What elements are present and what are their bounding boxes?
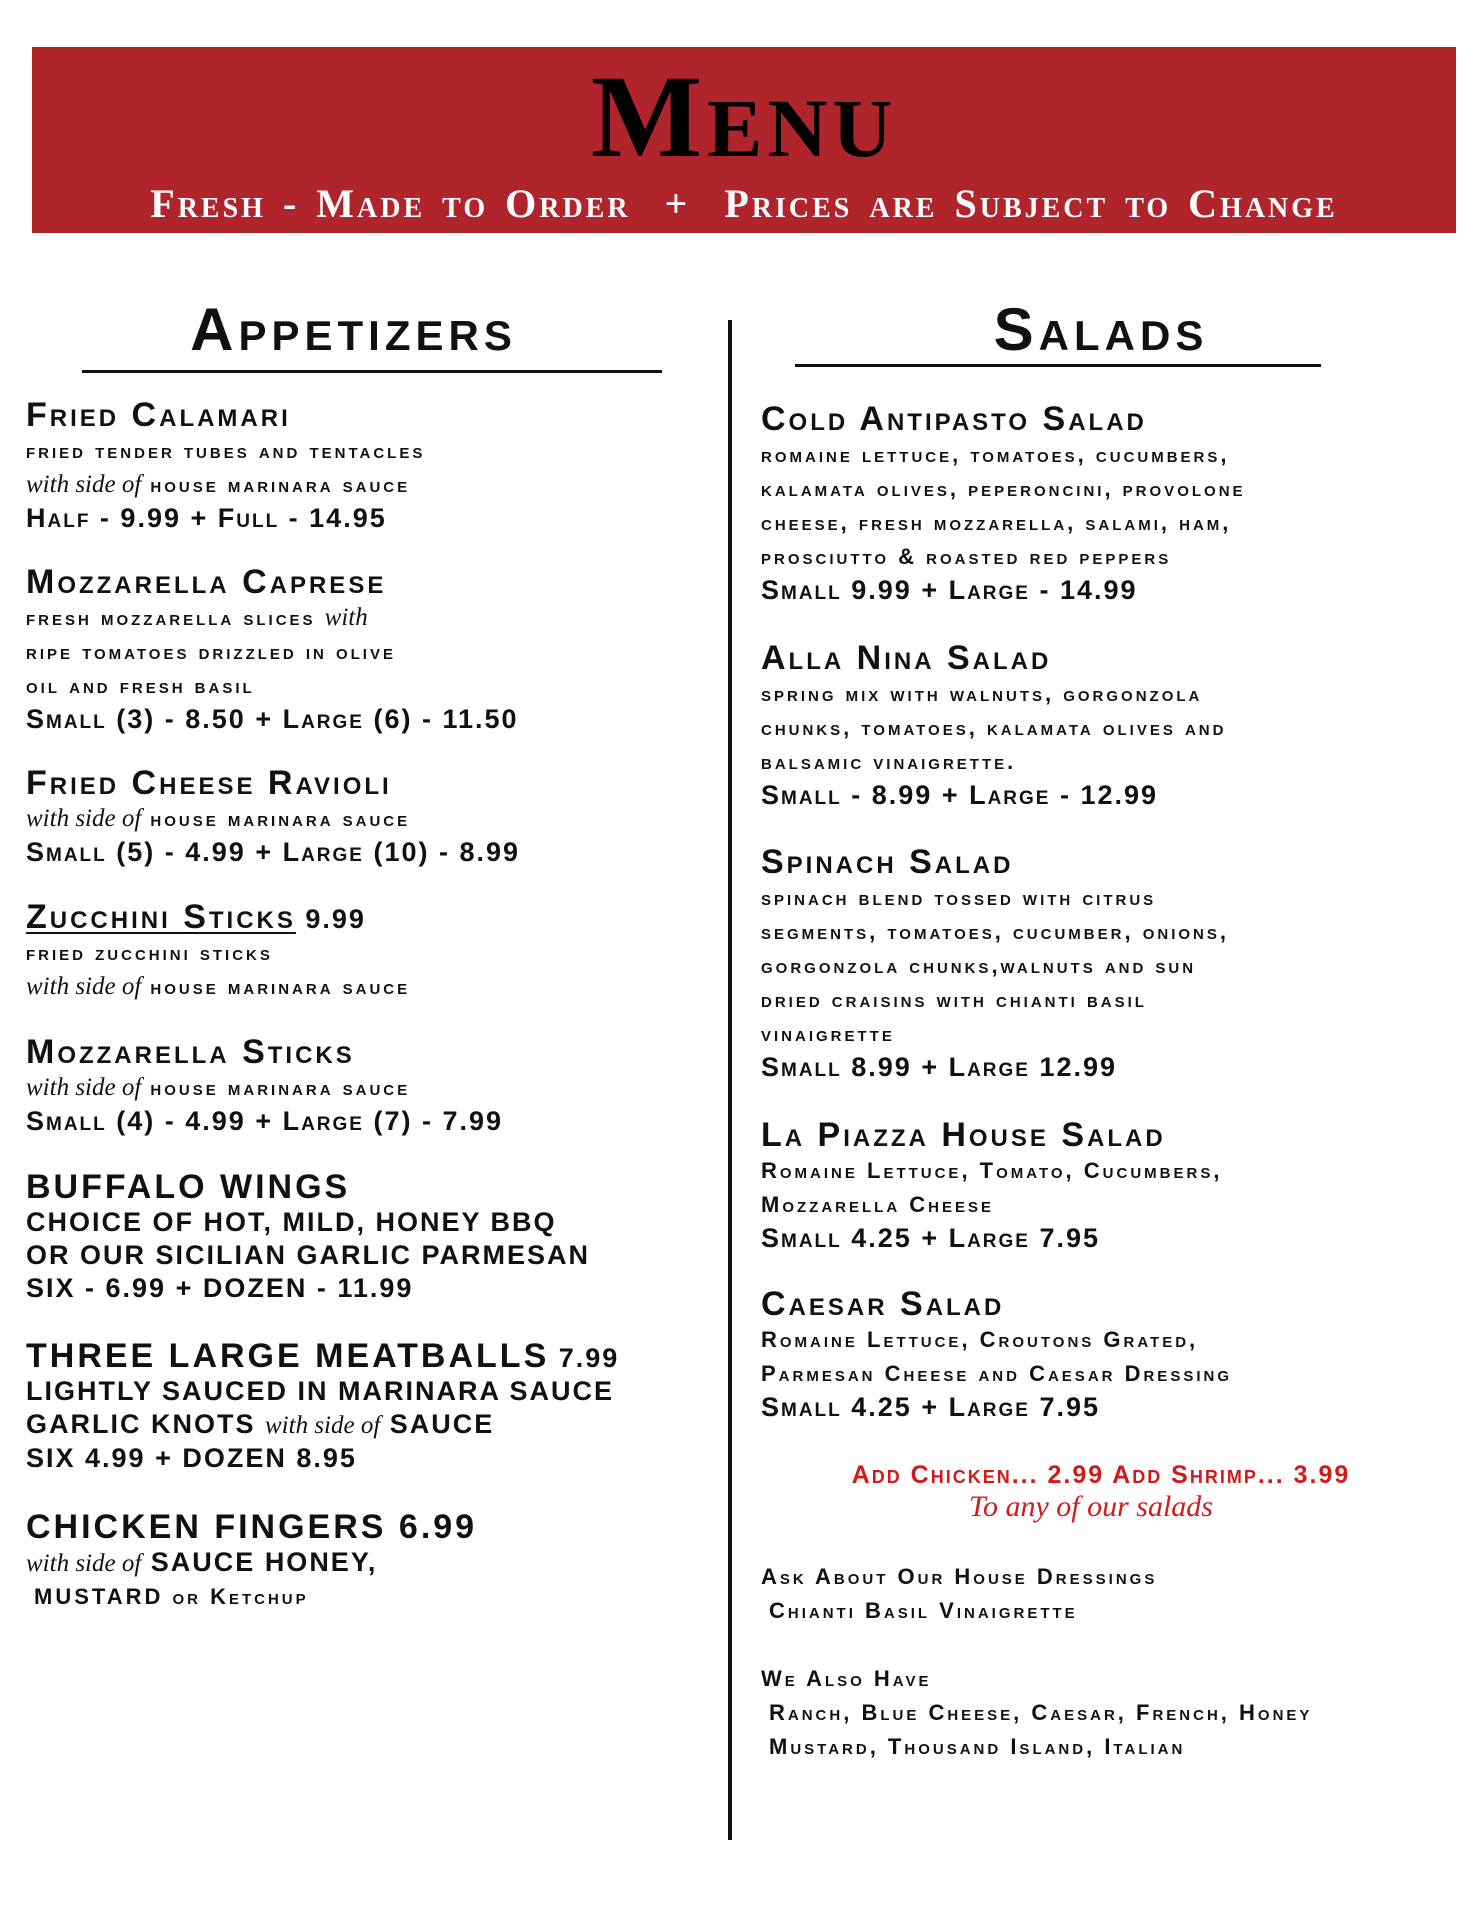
item-description: cheese, fresh mozzarella, salami, ham, <box>761 510 1232 535</box>
item-description: MUSTARD or Ketchup <box>34 1584 309 1609</box>
item-description: vinaigrette <box>761 1021 895 1046</box>
menu-item-zucchini-sticks <box>26 898 410 1004</box>
menu-item-alla-nina-salad <box>761 639 1226 812</box>
menu-item-fried-cheese-ravioli <box>26 764 520 869</box>
script-text: with side of <box>26 973 142 1000</box>
addon-subtext: To any of our salads <box>969 1490 1213 1523</box>
item-name: Fried Calamari <box>26 396 291 434</box>
item-description: with side of SAUCE HONEY, <box>26 1547 378 1577</box>
script-text: with side of <box>26 471 142 498</box>
house-dressing: Chianti Basil Vinaigrette <box>769 1598 1078 1623</box>
item-description: dried craisins with chianti basil <box>761 987 1147 1012</box>
column-divider <box>728 320 732 1840</box>
item-description: GARLIC KNOTS with side of SAUCE <box>26 1409 495 1439</box>
also-heading: We Also Have <box>761 1666 932 1691</box>
menu-title: Menu <box>590 51 898 182</box>
item-name: THREE LARGE MEATBALLS 7.99 <box>26 1337 620 1375</box>
item-price: Half - 9.99 + Full - 14.95 <box>26 503 387 533</box>
item-name: Spinach Salad <box>761 843 1014 881</box>
script-text: with <box>324 604 368 631</box>
item-price: 7.99 <box>549 1343 620 1373</box>
item-description: CHOICE OF HOT, MILD, HONEY BBQ <box>26 1207 557 1237</box>
item-name: BUFFALO WINGS <box>26 1168 351 1206</box>
menu-item-la-piazza-house-salad <box>761 1116 1222 1255</box>
item-price: Small 4.25 + Large 7.95 <box>761 1392 1101 1422</box>
script-text: with side of <box>265 1412 381 1439</box>
header-banner <box>32 47 1456 233</box>
menu-item-caesar-salad <box>761 1285 1232 1424</box>
menu-item-buffalo-wings <box>26 1168 590 1305</box>
appetizers-heading: Appetizers <box>190 296 517 363</box>
menu-item-spinach-salad <box>761 843 1229 1084</box>
menu-item-three-large-meatballs <box>26 1337 619 1475</box>
house-dressings-note <box>761 1560 1157 1628</box>
item-description: gorgonzola chunks,walnuts and sun <box>761 953 1197 978</box>
item-description: spring mix with walnuts, gorgonzola <box>761 681 1203 706</box>
item-description: romaine lettuce, tomatoes, cucumbers, <box>761 442 1230 467</box>
item-name: Mozzarella Sticks <box>26 1033 355 1071</box>
addon-prices: Add Chicken... 2.99 Add Shrimp... 3.99 <box>851 1461 1351 1489</box>
item-price: SIX - 6.99 + DOZEN - 11.99 <box>26 1273 414 1303</box>
item-price: Small 9.99 + Large - 14.99 <box>761 575 1138 605</box>
item-description: Parmesan Cheese and Caesar Dressing <box>761 1361 1232 1386</box>
salads-heading: Salads <box>993 296 1209 363</box>
item-name: CHICKEN FINGERS 6.99 <box>26 1508 478 1546</box>
script-text: with side of <box>26 1550 142 1577</box>
item-description: segments, tomatoes, cucumber, onions, <box>761 919 1229 944</box>
item-description: Mozzarella Cheese <box>761 1192 994 1217</box>
item-description: prosciutto & roasted red peppers <box>761 544 1172 569</box>
item-description: fried tender tubes and tentacles <box>26 438 426 463</box>
item-description: fresh mozzarella slices with <box>26 604 368 631</box>
item-price: Small (3) - 8.50 + Large (6) - 11.50 <box>26 704 519 734</box>
item-price: Small 4.25 + Large 7.95 <box>761 1223 1101 1253</box>
item-price: 6.99 <box>386 1508 478 1546</box>
salads-rule <box>795 364 1321 367</box>
item-name: Fried Cheese Ravioli <box>26 764 392 802</box>
item-description: spinach blend tossed with citrus <box>761 885 1157 910</box>
item-price: Small 8.99 + Large 12.99 <box>761 1052 1118 1082</box>
dressing-list: Ranch, Blue Cheese, Caesar, French, Honey <box>769 1700 1313 1725</box>
item-description: with side of house marinara sauce <box>26 805 411 832</box>
salad-addon-note <box>761 1460 1441 1524</box>
menu-item-cold-antipasto-salad <box>761 400 1246 607</box>
menu-subtitle: Fresh - Made to Order + Prices are Subject to Change <box>150 181 1338 226</box>
item-name: Zucchini Sticks 9.99 <box>26 898 366 936</box>
item-price: Small (4) - 4.99 + Large (7) - 7.99 <box>26 1106 504 1136</box>
item-name: Alla Nina Salad <box>761 639 1052 677</box>
item-description: LIGHTLY SAUCED IN MARINARA SAUCE <box>26 1376 615 1406</box>
item-description: ripe tomatoes drizzled in olive <box>26 639 396 664</box>
item-description: balsamic vinaigrette. <box>761 749 1017 774</box>
item-name: Cold Antipasto Salad <box>761 400 1147 438</box>
item-description: oil and fresh basil <box>26 673 255 698</box>
menu-item-fried-calamari <box>26 396 425 535</box>
menu-item-mozzarella-sticks <box>26 1033 503 1138</box>
item-description: with side of house marinara sauce <box>26 471 411 498</box>
menu-item-chicken-fingers <box>26 1508 477 1614</box>
script-text: with side of <box>26 805 142 832</box>
item-name: La Piazza House Salad <box>761 1116 1166 1154</box>
item-price: Small (5) - 4.99 + Large (10) - 8.99 <box>26 837 521 867</box>
item-price: Small - 8.99 + Large - 12.99 <box>761 780 1159 810</box>
item-description: with side of house marinara sauce <box>26 973 411 1000</box>
appetizers-rule <box>82 370 662 373</box>
script-text: with side of <box>26 1074 142 1101</box>
item-description: fried zucchini sticks <box>26 940 273 965</box>
other-dressings-note <box>761 1662 1312 1764</box>
dressing-list: Mustard, Thousand Island, Italian <box>769 1734 1186 1759</box>
item-name: Mozzarella Caprese <box>26 563 387 601</box>
item-price: 9.99 <box>295 904 366 934</box>
item-description: with side of house marinara sauce <box>26 1074 411 1101</box>
item-price: SIX 4.99 + DOZEN 8.95 <box>26 1443 357 1473</box>
dressings-heading: Ask About Our House Dressings <box>761 1564 1158 1589</box>
item-description: Romaine Lettuce, Tomato, Cucumbers, <box>761 1158 1223 1183</box>
item-description: OR OUR SICILIAN GARLIC PARMESAN <box>26 1240 591 1270</box>
item-description: Romaine Lettuce, Croutons Grated, <box>761 1327 1199 1352</box>
item-description: chunks, tomatoes, kalamata olives and <box>761 715 1227 740</box>
item-description: kalamata olives, peperoncini, provolone <box>761 476 1246 501</box>
menu-item-mozzarella-caprese <box>26 563 519 736</box>
item-name: Caesar Salad <box>761 1285 1005 1323</box>
